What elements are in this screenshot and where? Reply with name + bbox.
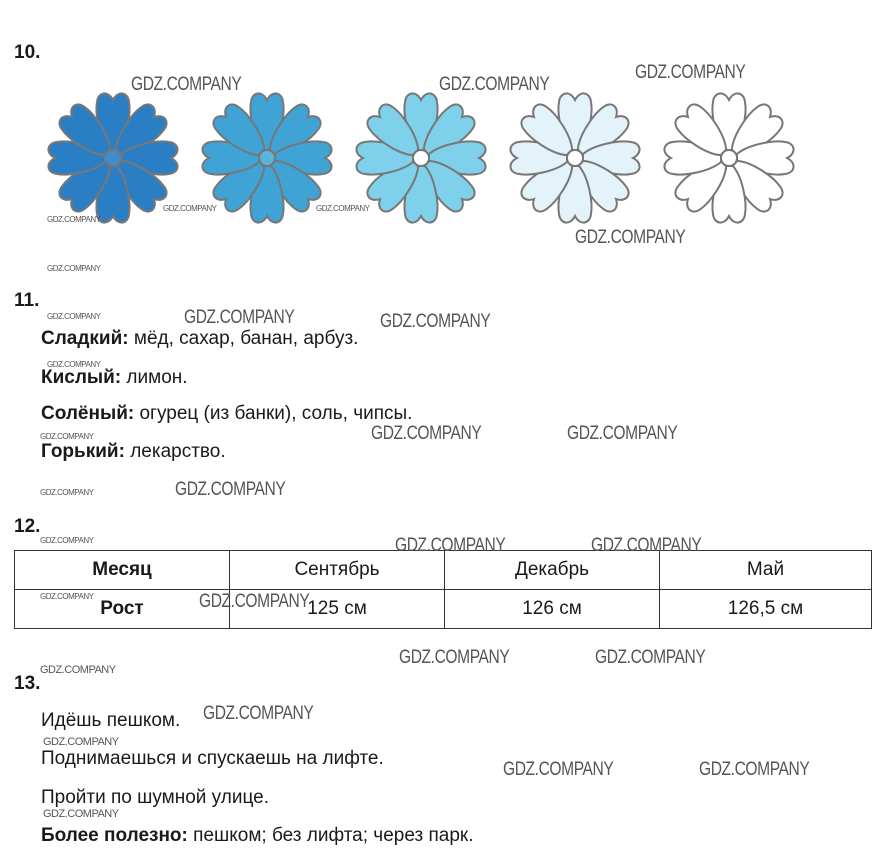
table-cell-september: 125 см <box>230 590 445 629</box>
watermark: GDZ.COMPANY <box>399 647 510 668</box>
watermark: GDZ.COMPANY <box>175 479 286 500</box>
watermark: GDZ.COMPANY <box>47 360 101 369</box>
elevator-line: Поднимаешься и спускаешь на лифте. <box>41 748 384 769</box>
flower-center <box>413 150 429 166</box>
watermark: GDZ.COMPANY <box>40 488 94 497</box>
street-line: Пройти по шумной улице. <box>41 787 269 808</box>
table-cell-may: 126,5 см <box>660 590 872 629</box>
table-header-may: Май <box>660 551 872 590</box>
flower-center <box>259 150 275 166</box>
table-cell-december: 126 см <box>445 590 660 629</box>
taste-sweet-line <box>41 328 358 350</box>
watermark: GDZ.COMPANY <box>163 204 217 213</box>
flower-5-icon <box>658 87 800 229</box>
growth-table <box>14 550 872 629</box>
watermark: GDZ.COMPANY <box>40 432 94 441</box>
watermark: GDZ.COMPANY <box>591 535 702 556</box>
taste-sour-text: лимон. <box>121 367 188 388</box>
watermark: GDZ.COMPANY <box>567 423 678 444</box>
watermark: GDZ.COMPANY <box>43 808 119 820</box>
watermark: GDZ.COMPANY <box>131 74 242 95</box>
watermark: GDZ.COMPANY <box>47 312 101 321</box>
watermark: GDZ.COMPANY <box>40 592 94 601</box>
taste-sour-label: Кислый: <box>41 367 122 388</box>
watermark: GDZ.COMPANY <box>47 264 101 273</box>
taste-bitter-line <box>41 441 226 463</box>
taste-salty-label: Солёный: <box>41 403 135 424</box>
flower-center <box>567 150 583 166</box>
healthier-text: пешком; без лифта; через парк. <box>187 825 474 846</box>
watermark: GDZ.COMPANY <box>203 703 314 724</box>
watermark: GDZ.COMPANY <box>199 591 310 612</box>
watermark: GDZ.COMPANY <box>47 215 101 224</box>
watermark: GDZ.COMPANY <box>43 736 119 748</box>
flower-center <box>721 150 737 166</box>
watermark: GDZ.COMPANY <box>40 536 94 545</box>
task-10-number: 10. <box>14 42 41 63</box>
flower-3-icon <box>350 87 492 229</box>
walk-line: Идёшь пешком. <box>41 710 181 731</box>
watermark: GDZ.COMPANY <box>371 423 482 444</box>
table-header-month: Месяц <box>15 551 230 590</box>
watermark: GDZ.COMPANY <box>575 227 686 248</box>
table-header-december: Декабрь <box>445 551 660 590</box>
flower-4-icon <box>504 87 646 229</box>
watermark: GDZ.COMPANY <box>316 204 370 213</box>
taste-salty-text: огурец (из банки), соль, чипсы. <box>134 403 413 424</box>
taste-sour-line <box>41 367 188 389</box>
watermark: GDZ.COMPANY <box>503 759 614 780</box>
table-header-september: Сентябрь <box>230 551 445 590</box>
watermark: GDZ.COMPANY <box>439 74 550 95</box>
task-13-number: 13. <box>14 673 41 694</box>
watermark: GDZ.COMPANY <box>595 647 706 668</box>
taste-salty-line <box>41 403 412 425</box>
taste-bitter-text: лекарство. <box>124 441 226 462</box>
table-cell-height-label: Рост <box>15 590 230 629</box>
watermark: GDZ.COMPANY <box>380 311 491 332</box>
watermark: GDZ.COMPANY <box>395 535 506 556</box>
taste-bitter-label: Горький: <box>41 441 125 462</box>
healthier-label: Более полезно: <box>41 825 188 846</box>
watermark: GDZ.COMPANY <box>699 759 810 780</box>
taste-sweet-label: Сладкий: <box>41 328 129 349</box>
task-12-number: 12. <box>14 516 41 537</box>
table-row <box>15 590 872 629</box>
healthier-line <box>41 825 474 847</box>
task-11-number: 11. <box>14 290 40 311</box>
watermark: GDZ.COMPANY <box>184 307 295 328</box>
taste-sweet-text: мёд, сахар, банан, арбуз. <box>128 328 359 349</box>
watermark: GDZ.COMPANY <box>635 62 746 83</box>
watermark: GDZ.COMPANY <box>40 664 116 676</box>
flower-center <box>105 150 121 166</box>
